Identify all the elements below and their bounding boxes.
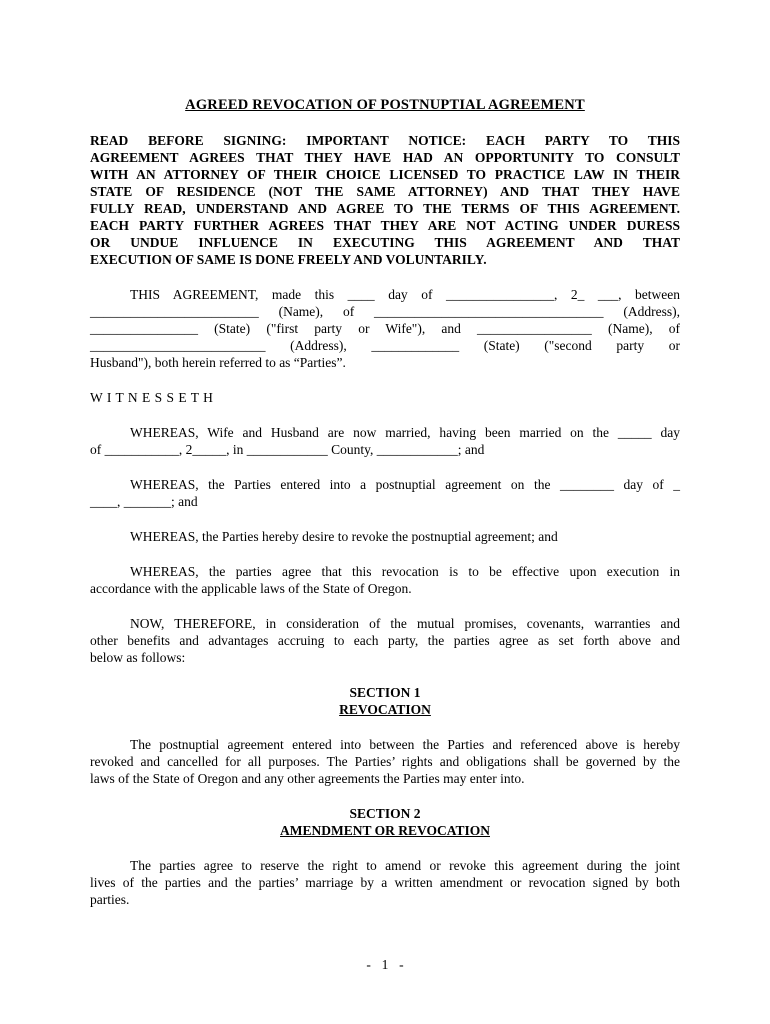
text-line: WHEREAS, the parties agree that this revocation is to be effective upon execution in xyxy=(130,564,680,579)
text-line: EXECUTION OF SAME IS DONE FREELY AND VOLUNTARILY. xyxy=(90,252,487,267)
text-line: ________________ (State) ("first party or Wife"), and _________________ (Name), of xyxy=(90,321,680,336)
section-2-title: AMENDMENT OR REVOCATION xyxy=(280,823,490,838)
whereas-paragraph-3 xyxy=(90,528,680,545)
section-2-body xyxy=(90,857,680,908)
section-2-number: SECTION 2 xyxy=(349,806,421,821)
text-line: The postnuptial agreement entered into between the Parties and referenced above is hereby xyxy=(130,737,680,752)
text-line: _________________________ (Name), of __________________________________ (Address), xyxy=(90,304,680,319)
text-line: WHEREAS, the Parties entered into a postnuptial agreement on the ________ day of _ xyxy=(130,477,680,492)
text-line: NOW, THEREFORE, in consideration of the mutual promises, covenants, warranties and xyxy=(130,616,680,631)
text-line: FULLY READ, UNDERSTAND AND AGREE TO THE TERMS OF THIS AGREEMENT. xyxy=(90,201,680,216)
whereas-paragraph-1 xyxy=(90,424,680,458)
witnesseth-heading: W I T N E S S E T H xyxy=(90,390,214,405)
text-line: The parties agree to reserve the right to amend or revoke this agreement during the joint xyxy=(130,858,680,873)
section-1-title: REVOCATION xyxy=(339,702,431,717)
text-line: other benefits and advantages accruing to each party, the parties agree as set forth above and xyxy=(90,633,680,648)
whereas-paragraph-2 xyxy=(90,476,680,510)
section-1-heading xyxy=(90,684,680,718)
text-line: lives of the parties and the parties’ marriage by a written amendment or revocation signed by both xyxy=(90,875,680,890)
text-line: ____, _______; and xyxy=(90,494,198,509)
text-line: __________________________ (Address), _____________ (State) ("second party or xyxy=(90,338,680,353)
section-1-number: SECTION 1 xyxy=(349,685,421,700)
intro-paragraph xyxy=(90,286,680,371)
text-line: Husband"), both herein referred to as “Parties”. xyxy=(90,355,346,370)
text-line: of ___________, 2_____, in ____________ County, ____________; and xyxy=(90,442,485,457)
text-line: laws of the State of Oregon and any other agreements the Parties may enter into. xyxy=(90,771,525,786)
text-line: OR UNDUE INFLUENCE IN EXECUTING THIS AGREEMENT AND THAT xyxy=(90,235,680,250)
section-1-body xyxy=(90,736,680,787)
text-line: STATE OF RESIDENCE (NOT THE SAME ATTORNEY) AND THAT THEY HAVE xyxy=(90,184,680,199)
whereas-paragraph-4 xyxy=(90,563,680,597)
text-line: WHEREAS, Wife and Husband are now married, having been married on the _____ day xyxy=(130,425,680,440)
text-line: EACH PARTY FURTHER AGREES THAT THEY ARE NOT ACTING UNDER DURESS xyxy=(90,218,680,233)
notice-paragraph xyxy=(90,132,680,268)
text-line: READ BEFORE SIGNING: IMPORTANT NOTICE: EACH PARTY TO THIS xyxy=(90,133,680,148)
text-line: revoked and cancelled for all purposes. The Parties’ rights and obligations shall be governed by the xyxy=(90,754,680,769)
now-therefore-paragraph xyxy=(90,615,680,666)
text-line: parties. xyxy=(90,892,130,907)
text-line: below as follows: xyxy=(90,650,186,665)
text-line: WITH AN ATTORNEY OF THEIR CHOICE LICENSED TO PRACTICE LAW IN THEIR xyxy=(90,167,680,182)
text-line: WHEREAS, the Parties hereby desire to revoke the postnuptial agreement; and xyxy=(130,529,558,544)
text-line: accordance with the applicable laws of the State of Oregon. xyxy=(90,581,412,596)
section-2-heading xyxy=(90,805,680,839)
page-number: - 1 - xyxy=(366,957,404,972)
document-title: AGREED REVOCATION OF POSTNUPTIAL AGREEMENT xyxy=(185,97,585,113)
text-line: AGREEMENT AGREES THAT THEY HAVE HAD AN OPPORTUNITY TO CONSULT xyxy=(90,150,680,165)
text-line: THIS AGREEMENT, made this ____ day of ________________, 2_ ___, between xyxy=(130,287,680,302)
